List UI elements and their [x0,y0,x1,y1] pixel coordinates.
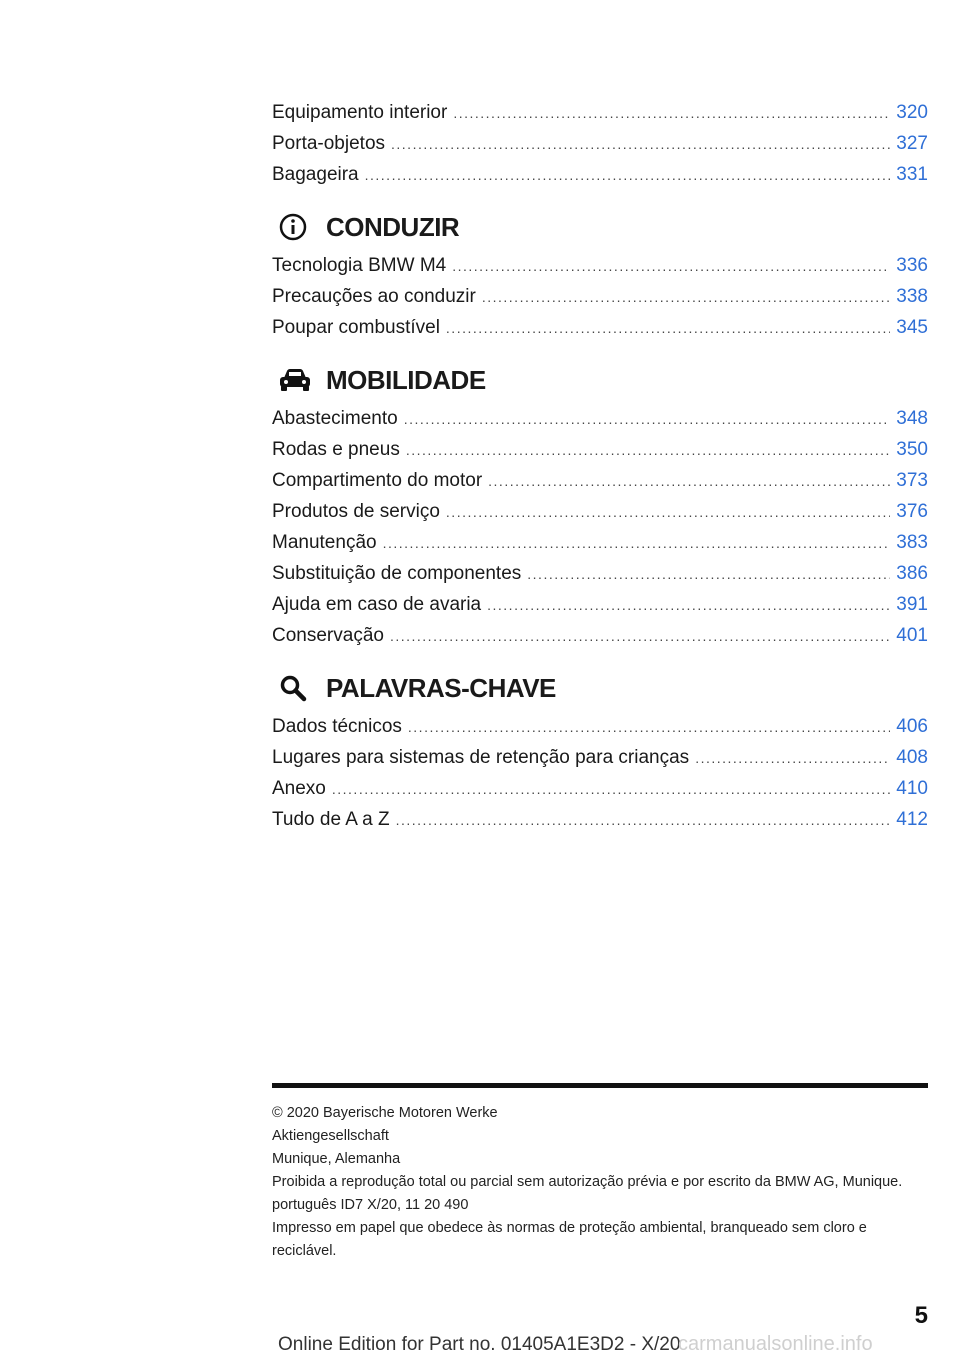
page-number: 5 [914,1302,928,1329]
watermark: carmanualsonline.info [678,1333,873,1355]
section-title: CONDUZIR [326,211,460,242]
section-title: PALAVRAS-CHAVE [326,672,556,703]
leader-dots [487,597,890,613]
toc-entry-label: Equipamento interior [272,102,448,123]
toc-entry[interactable] [272,286,928,317]
leader-dots [332,781,890,797]
reproduction-notice: Proibida a reprodução total ou parcial sem autorização prévia e por escrito da BMW AG, Munique. [272,1174,903,1190]
toc-group-interior [272,102,928,195]
toc-entry[interactable] [272,133,928,164]
toc-entry[interactable] [272,716,928,747]
toc-entry-label: Manutenção [272,532,377,553]
leader-dots [482,289,890,305]
toc-entry-label: Tecnologia BMW M4 [272,255,447,276]
copyright-line: © 2020 Bayerische Motoren Werke [272,1105,498,1121]
leader-dots [406,442,890,458]
section-heading-mobilidade [272,362,928,398]
leader-dots [446,320,890,336]
toc-entry[interactable] [272,625,928,656]
toc-entry-label: Conservação [272,625,384,646]
toc-page-link[interactable]: 350 [896,439,928,460]
toc-page-link[interactable]: 386 [896,563,928,584]
toc-entry[interactable] [272,778,928,809]
edition-line: português ID7 X/20, 11 20 490 [272,1197,469,1213]
toc-entry[interactable] [272,594,928,625]
leader-dots [365,167,891,183]
table-of-contents [272,102,928,840]
toc-page-link[interactable]: 331 [896,164,928,185]
toc-page-link[interactable]: 401 [896,625,928,646]
toc-page-link[interactable]: 327 [896,133,928,154]
online-edition-footer: Online Edition for Part no. 01405A1E3D2 - X/20 [278,1334,681,1355]
toc-page-link[interactable]: 408 [896,747,928,768]
search-icon [278,673,318,703]
toc-entry[interactable] [272,439,928,470]
location-line: Munique, Alemanha [272,1151,401,1167]
leader-dots [453,105,890,121]
leader-dots [446,504,890,520]
toc-entry[interactable] [272,102,928,133]
toc-entry-label: Tudo de A a Z [272,809,390,830]
toc-page-link[interactable]: 373 [896,470,928,491]
toc-entry[interactable] [272,164,928,195]
toc-entry-label: Substituição de componentes [272,563,522,584]
toc-entry-label: Porta-objetos [272,133,386,154]
company-line: Aktiengesellschaft [272,1128,389,1144]
toc-entry[interactable] [272,501,928,532]
toc-entry[interactable] [272,532,928,563]
toc-page-link[interactable]: 391 [896,594,928,615]
toc-entry-label: Bagageira [272,164,359,185]
toc-page-link[interactable]: 406 [896,716,928,737]
info-icon [278,212,318,242]
leader-dots [488,473,890,489]
toc-entry[interactable] [272,317,928,348]
toc-entry-label: Lugares para sistemas de retenção para crianças [272,747,690,768]
toc-page-link[interactable]: 383 [896,532,928,553]
toc-entry[interactable] [272,747,928,778]
toc-page-link[interactable]: 338 [896,286,928,307]
toc-entry-label: Produtos de serviço [272,501,440,522]
section-title: MOBILIDADE [326,364,486,395]
leader-dots [527,566,890,582]
toc-entry-label: Compartimento do motor [272,470,483,491]
section-heading-conduzir [272,209,928,245]
toc-entry-label: Ajuda em caso de avaria [272,594,482,615]
leader-dots [390,628,890,644]
toc-page-link[interactable]: 410 [896,778,928,799]
toc-page-link[interactable]: 412 [896,809,928,830]
leader-dots [408,719,890,735]
toc-entry-label: Precauções ao conduzir [272,286,476,307]
toc-entry-label: Abastecimento [272,408,398,429]
leader-dots [396,812,891,828]
leader-dots [391,136,890,152]
leader-dots [452,258,890,274]
divider-rule [272,1083,928,1088]
toc-entry[interactable] [272,470,928,501]
toc-entry[interactable] [272,809,928,840]
toc-page-link[interactable]: 320 [896,102,928,123]
toc-entry-label: Dados técnicos [272,716,402,737]
toc-entry-label: Poupar combustível [272,317,440,338]
leader-dots [383,535,891,551]
toc-page-link[interactable]: 376 [896,501,928,522]
imprint-block [272,1102,932,1263]
section-heading-palavras-chave [272,670,928,706]
toc-entry-label: Anexo [272,778,326,799]
toc-entry[interactable] [272,255,928,286]
toc-entry-label: Rodas e pneus [272,439,400,460]
leader-dots [404,411,891,427]
toc-page-link[interactable]: 348 [896,408,928,429]
car-icon [278,367,318,393]
toc-page-link[interactable]: 336 [896,255,928,276]
paper-notice: Impresso em papel que obedece às normas de proteção ambiental, branqueado sem cloro e reciclável. [272,1220,867,1259]
toc-entry[interactable] [272,408,928,439]
toc-page-link[interactable]: 345 [896,317,928,338]
toc-entry[interactable] [272,563,928,594]
leader-dots [695,750,890,766]
